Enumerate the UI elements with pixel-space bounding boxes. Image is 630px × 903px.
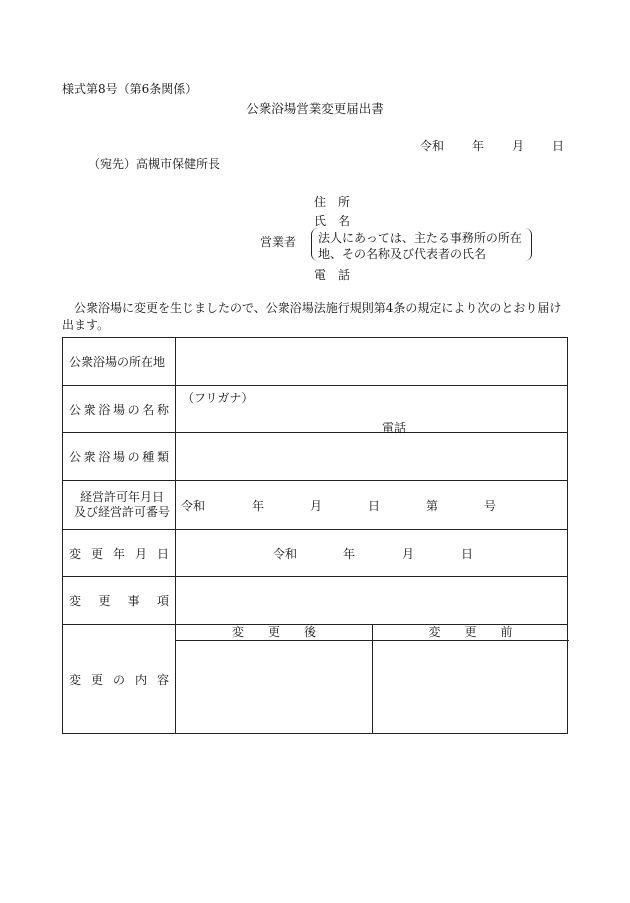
date-month: 月: [511, 139, 524, 153]
after-content-field[interactable]: [176, 641, 372, 733]
label-char: 内: [134, 672, 147, 687]
label-char: 類: [156, 450, 169, 464]
change-date-label-cell: [63, 530, 176, 577]
change-content-field: [176, 625, 568, 734]
label-char: 年: [112, 546, 125, 561]
change-form-table: [62, 337, 568, 734]
label-char: 種: [142, 450, 155, 464]
label-char: 変: [69, 546, 82, 561]
label-char: 事: [127, 594, 140, 608]
row-permit: [63, 481, 568, 530]
corp-note-line2: 地、その名称及び代表者の氏名: [318, 247, 487, 261]
header-char: 更: [464, 625, 477, 639]
date-day: 日: [551, 139, 564, 153]
before-header: [372, 625, 569, 641]
permit-label-line2: 及び経営許可番号: [73, 505, 170, 519]
label-char: の: [112, 672, 125, 687]
before-content-field[interactable]: [373, 641, 567, 733]
label-char: 変: [69, 594, 82, 608]
label-char: 月: [134, 546, 147, 561]
row-bathhouse-type: [63, 433, 568, 481]
label-char: 衆: [83, 450, 96, 464]
document-title: 公衆浴場営業変更届出書: [246, 101, 384, 116]
row-change-date: [63, 530, 568, 577]
bathhouse-name-label: [63, 401, 175, 418]
change-day: 日: [461, 546, 474, 561]
change-era: 令和: [273, 546, 298, 561]
label-char: 更: [98, 594, 111, 608]
corp-note: [318, 230, 522, 262]
location-label: 公衆浴場の所在地: [69, 355, 166, 369]
header-char: 更: [267, 625, 280, 639]
row-location: [63, 338, 568, 386]
label-char: 日: [156, 546, 169, 561]
furigana-label: （フリガナ）: [182, 391, 254, 405]
header-char: 前: [500, 625, 513, 639]
change-date-value: [176, 545, 567, 562]
label-char: 更: [90, 672, 103, 687]
label-char: 公: [69, 402, 82, 417]
corp-note-line1: 法人にあっては、主たる事務所の所在: [318, 231, 522, 245]
permit-era: 令和: [181, 498, 206, 513]
permit-year: 年: [252, 498, 265, 513]
date-year: 年: [471, 139, 484, 153]
label-char: 名: [142, 402, 155, 417]
bathhouse-type-label-cell: [63, 433, 176, 481]
label-char: 浴: [98, 450, 111, 464]
label-char: 衆: [83, 402, 96, 417]
bathhouse-type-field[interactable]: [176, 433, 568, 481]
permit-day: 日: [368, 498, 381, 513]
label-char: 称: [156, 402, 169, 417]
location-field[interactable]: [176, 338, 568, 386]
label-char: 変: [69, 672, 82, 687]
label-char: 場: [112, 402, 125, 417]
bathhouse-name-label-cell: [63, 386, 176, 433]
bathhouse-type-label: [63, 448, 175, 465]
label-char: 浴: [98, 402, 111, 417]
change-item-label: [63, 592, 175, 609]
change-content-label-cell: [63, 625, 176, 734]
label-char: 更: [90, 546, 103, 561]
label-char: の: [127, 450, 140, 464]
permit-dai: 第: [426, 498, 439, 513]
label-char: 容: [156, 672, 169, 687]
permit-label-line1: 経営許可年月日: [79, 490, 164, 504]
permit-label-cell: [63, 481, 176, 530]
change-item-label-cell: [63, 577, 176, 625]
bathhouse-name-field[interactable]: [176, 386, 568, 433]
applicant-role: 営業者: [260, 235, 297, 249]
change-date-field[interactable]: [176, 530, 568, 577]
location-label-cell: [63, 338, 176, 386]
header-char: 変: [428, 625, 441, 639]
change-content-label: [63, 671, 175, 688]
permit-go: 号: [484, 498, 497, 513]
header-char: 後: [304, 625, 317, 639]
permit-field[interactable]: [176, 481, 568, 530]
label-char: 公: [69, 450, 82, 464]
form-number: 様式第8号（第6条関係）: [62, 82, 198, 96]
change-item-field[interactable]: [176, 577, 568, 625]
change-month: 月: [402, 546, 415, 561]
row-bathhouse-name: [63, 386, 568, 433]
row-change-content: [63, 625, 568, 734]
label-char: 項: [156, 594, 169, 608]
label-char: の: [127, 402, 140, 417]
name-label: 氏 名: [314, 214, 351, 228]
phone-label: 電 話: [314, 268, 351, 282]
change-date-label: [63, 545, 175, 562]
address-label: 住 所: [314, 195, 351, 209]
permit-date-number: [176, 497, 567, 514]
phone-field-label: 電話: [382, 421, 407, 435]
row-change-item: [63, 577, 568, 625]
submission-date: [420, 137, 564, 154]
label-char: 場: [112, 450, 125, 464]
after-header: [176, 625, 372, 641]
change-year: 年: [343, 546, 356, 561]
date-era: 令和: [419, 139, 444, 153]
permit-month: 月: [310, 498, 323, 513]
header-char: 変: [231, 625, 244, 639]
notification-statement: 公衆浴場に変更を生じましたので、公衆浴場法施行規則第4条の規定により次のとおり届け出ます。: [62, 301, 562, 332]
addressee: （宛先）高槻市保健所長: [88, 157, 221, 171]
change-content-grid: [176, 625, 567, 733]
